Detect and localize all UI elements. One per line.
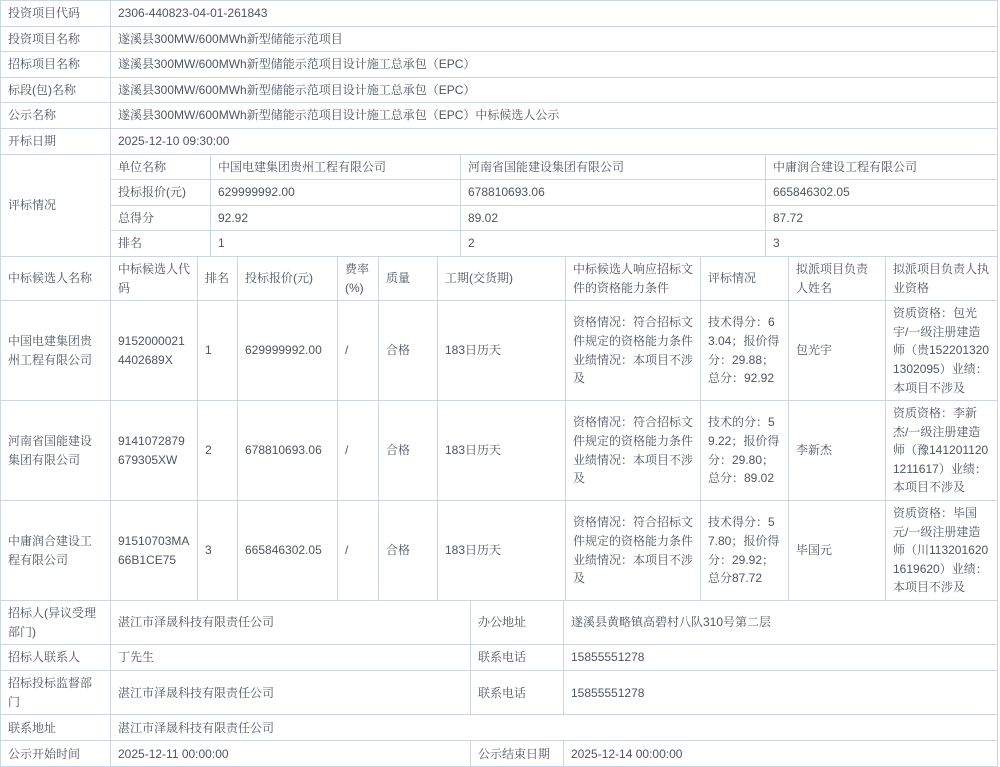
bid-price: 678810693.06 [238, 401, 338, 501]
row-label: 公示名称 [1, 103, 111, 129]
bid-price: 629999992.00 [211, 180, 461, 206]
table-row [1, 77, 998, 103]
fee-rate: / [338, 501, 379, 601]
evaluation-detail: 技术的分：59.22；报价得分：29.80；总分：89.02 [701, 401, 789, 501]
candidate-code: 91510703MA66B1CE75 [111, 501, 198, 601]
manager-name: 李新杰 [789, 401, 886, 501]
column-header: 工期(交货期) [438, 256, 566, 300]
candidate-row [1, 301, 998, 401]
header-row [1, 256, 998, 300]
candidate-row [1, 401, 998, 501]
candidate-code: 9141072879679305XW [111, 401, 198, 501]
company-name: 中国电建集团贵州工程有限公司 [211, 154, 461, 180]
table-row [1, 205, 998, 231]
candidate-name: 中庸润合建设工程有限公司 [1, 501, 111, 601]
row-label: 招标项目名称 [1, 52, 111, 78]
fee-rate: / [338, 301, 379, 401]
column-header: 评标情况 [701, 256, 789, 300]
duration: 183日历天 [438, 401, 566, 501]
manager-credential: 资质资格：毕国元/一级注册建造师（川1132016201619620）业绩：本项目不涉及 [886, 501, 998, 601]
total-score: 92.92 [211, 205, 461, 231]
fee-rate: / [338, 401, 379, 501]
rank: 3 [766, 231, 998, 257]
row-value: 遂溪县300MW/600MWh新型储能示范项目 [111, 26, 998, 52]
row-label: 投标报价(元) [111, 180, 211, 206]
row-value: 15855551278 [564, 645, 998, 671]
table-row [1, 741, 998, 767]
row-label: 投资项目代码 [1, 1, 111, 27]
candidate-code: 91520000214402689X [111, 301, 198, 401]
row-value: 湛江市泽晟科技有限责任公司 [111, 671, 471, 715]
table-row [1, 52, 998, 78]
row-value: 丁先生 [111, 645, 471, 671]
capability: 资格情况：符合招标文件规定的资格能力条件业绩情况：本项目不涉及 [566, 401, 701, 501]
quality: 合格 [379, 301, 438, 401]
column-header: 排名 [198, 256, 238, 300]
evaluation-summary-table [0, 154, 998, 257]
table-row [1, 715, 998, 741]
column-header: 拟派项目负责人姓名 [789, 256, 886, 300]
row-label: 办公地址 [471, 601, 564, 645]
rank: 2 [198, 401, 238, 501]
column-header: 中标候选人名称 [1, 256, 111, 300]
bid-price: 665846302.05 [238, 501, 338, 601]
contact-info-table [0, 600, 998, 767]
project-info-table [0, 0, 998, 155]
row-label: 排名 [111, 231, 211, 257]
table-row [1, 180, 998, 206]
company-name: 河南省国能建设集团有限公司 [461, 154, 766, 180]
capability: 资格情况：符合招标文件规定的资格能力条件业绩情况：本项目不涉及 [566, 301, 701, 401]
table-row [1, 1, 998, 27]
candidate-name: 河南省国能建设集团有限公司 [1, 401, 111, 501]
column-header: 费率(%) [338, 256, 379, 300]
row-label: 标段(包)名称 [1, 77, 111, 103]
row-value: 遂溪县300MW/600MWh新型储能示范项目设计施工总承包（EPC） [111, 77, 998, 103]
column-header: 投标报价(元) [238, 256, 338, 300]
evaluation-detail: 技术得分：63.04；报价得分：29.88；总分：92.92 [701, 301, 789, 401]
row-label: 招标投标监督部门 [1, 671, 111, 715]
row-label: 投资项目名称 [1, 26, 111, 52]
bid-price: 629999992.00 [238, 301, 338, 401]
column-header: 质量 [379, 256, 438, 300]
row-label: 开标日期 [1, 128, 111, 154]
row-value: 2025-12-10 09:30:00 [111, 128, 998, 154]
row-value: 2306-440823-04-01-261843 [111, 1, 998, 27]
row-value: 2025-12-14 00:00:00 [564, 741, 998, 767]
candidates-table [0, 256, 998, 601]
manager-credential: 资质资格：包光宇/一级注册建造师（贵1522013201302095）业绩：本项目不涉及 [886, 301, 998, 401]
row-value: 遂溪县黄略镇高碧村八队310号第二层 [564, 601, 998, 645]
table-row [1, 671, 998, 715]
row-label: 公示结束日期 [471, 741, 564, 767]
row-label: 联系电话 [471, 645, 564, 671]
capability: 资格情况：符合招标文件规定的资格能力条件业绩情况：本项目不涉及 [566, 501, 701, 601]
row-value: 湛江市泽晟科技有限责任公司 [111, 601, 471, 645]
bid-price: 665846302.05 [766, 180, 998, 206]
table-row [1, 601, 998, 645]
total-score: 89.02 [461, 205, 766, 231]
row-value: 2025-12-11 00:00:00 [111, 741, 471, 767]
duration: 183日历天 [438, 301, 566, 401]
table-row [1, 231, 998, 257]
candidate-name: 中国电建集团贵州工程有限公司 [1, 301, 111, 401]
row-label: 公示开始时间 [1, 741, 111, 767]
row-value: 遂溪县300MW/600MWh新型储能示范项目设计施工总承包（EPC）中标候选人公示 [111, 103, 998, 129]
section-label: 评标情况 [1, 154, 111, 256]
duration: 183日历天 [438, 501, 566, 601]
manager-name: 包光宇 [789, 301, 886, 401]
manager-name: 毕国元 [789, 501, 886, 601]
manager-credential: 资质资格：李新杰/一级注册建造师（豫1412011201211617）业绩：本项目不涉及 [886, 401, 998, 501]
bid-price: 678810693.06 [461, 180, 766, 206]
rank: 1 [211, 231, 461, 257]
row-label: 联系电话 [471, 671, 564, 715]
row-label: 招标人(异议受理部门) [1, 601, 111, 645]
row-label: 单位名称 [111, 154, 211, 180]
company-name: 中庸润合建设工程有限公司 [766, 154, 998, 180]
column-header: 拟派项目负责人执业资格 [886, 256, 998, 300]
quality: 合格 [379, 401, 438, 501]
row-label: 总得分 [111, 205, 211, 231]
table-row [1, 26, 998, 52]
candidate-row [1, 501, 998, 601]
rank: 2 [461, 231, 766, 257]
evaluation-detail: 技术得分：57.80；报价得分：29.92；总分87.72 [701, 501, 789, 601]
quality: 合格 [379, 501, 438, 601]
total-score: 87.72 [766, 205, 998, 231]
row-label: 联系地址 [1, 715, 111, 741]
column-header: 中标候选人响应招标文件的资格能力条件 [566, 256, 701, 300]
rank: 3 [198, 501, 238, 601]
row-value: 15855551278 [564, 671, 998, 715]
row-label: 招标人联系人 [1, 645, 111, 671]
column-header: 中标候选人代码 [111, 256, 198, 300]
table-row [1, 154, 998, 180]
row-value: 遂溪县300MW/600MWh新型储能示范项目设计施工总承包（EPC） [111, 52, 998, 78]
rank: 1 [198, 301, 238, 401]
table-row [1, 128, 998, 154]
table-row [1, 645, 998, 671]
row-value: 湛江市泽晟科技有限责任公司 [111, 715, 998, 741]
table-row [1, 103, 998, 129]
